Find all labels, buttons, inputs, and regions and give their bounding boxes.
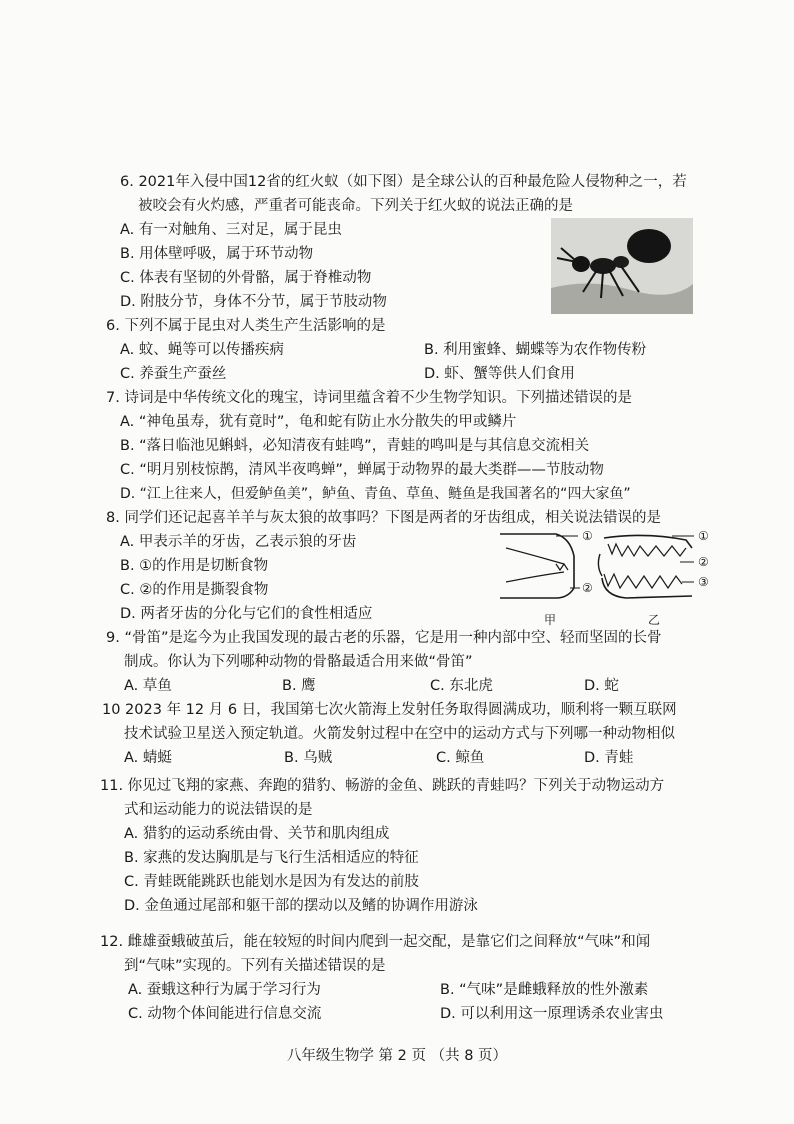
q7-option-d: D. “江上往来人，但爱鲈鱼美”，鲈鱼、青鱼、草鱼、鲢鱼是我国著名的“四大家鱼”	[120, 486, 631, 502]
q10-option-b: B. 乌贼	[284, 750, 333, 766]
teeth-diagram	[496, 526, 718, 630]
q7-option-b: B. “落日临池见蝌蚪，必知清夜有蛙鸣”，青蛙的鸣叫是与其信息交流相关	[120, 438, 590, 454]
q7-option-a: A. “神龟虽寿，犹有竟时”，龟和蛇有防止水分散失的甲或鳞片	[120, 414, 517, 430]
q10-option-c: C. 鲸鱼	[436, 750, 485, 766]
q10-stem-line1: 10 2023 年 12 月 6 日，我国第七次火箭海上发射任务取得圆满成功，顺利将一颗互联网	[102, 702, 677, 718]
q12-stem-line2: 到“气味”实现的。下列有关描述错误的是	[124, 958, 386, 974]
q9-option-b: B. 鹰	[282, 678, 316, 694]
page-footer: 八年级生物学 第 2 页 （共 8 页）	[286, 1048, 508, 1064]
q9-option-a: A. 草鱼	[124, 678, 172, 694]
q6-stem-line1: 6. 2021年入侵中国12省的红火蚁（如下图）是全球公认的百种最危险人侵物种之一，若	[120, 174, 687, 190]
label-1-a: ①	[582, 529, 593, 543]
q8-option-a: A. 甲表示羊的牙齿，乙表示狼的牙齿	[120, 534, 357, 550]
q11-stem-line1: 11. 你见过飞翔的家燕、奔跑的猎豹、畅游的金鱼、跳跃的青蛙吗？下列关于动物运动方	[100, 778, 665, 794]
q6b-option-d: D. 虾、蟹等供人们食用	[424, 366, 575, 382]
q12-option-d: D. 可以利用这一原理诱杀农业害虫	[440, 1006, 664, 1022]
q10-stem-line2: 技术试验卫星送入预定轨道。火箭发射过程中在空中的运动方式与下列哪一种动物相似	[124, 726, 675, 742]
q8-option-c: C. ②的作用是撕裂食物	[120, 582, 269, 598]
q7-stem: 7. 诗词是中华传统文化的瑰宝，诗词里蕴含着不少生物学知识。下列描述错误的是	[106, 390, 632, 406]
q8-stem: 8. 同学们还记起喜羊羊与灰太狼的故事吗？下图是两者的牙齿组成，相关说法错误的是	[106, 510, 661, 526]
q12-stem-line1: 12. 雌雄蚕蛾破茧后，能在较短的时间内爬到一起交配，是靠它们之间释放“气味”和闻	[100, 934, 651, 950]
q10-option-d: D. 青蛙	[584, 750, 634, 766]
label-yi: 乙	[648, 613, 661, 627]
q9-option-d: D. 蛇	[584, 678, 619, 694]
q11-option-c: C. 青蛙既能跳跃也能划水是因为有发达的前肢	[124, 874, 419, 890]
q12-option-c: C. 动物个体间能进行信息交流	[128, 1006, 322, 1022]
q6-option-d: D. 附肢分节，身体不分节，属于节肢动物	[120, 294, 387, 310]
q6b-option-b: B. 利用蜜蜂、蝴蝶等为农作物传粉	[424, 342, 647, 358]
q11-stem-line2: 式和运动能力的说法错误的是	[124, 802, 313, 818]
q9-stem-line1: 9. “骨笛”是迄今为止我国发现的最古老的乐器，它是用一种内部中空、轻而坚固的长骨	[106, 630, 662, 646]
q6b-stem: 6. 下列不属于昆虫对人类生产生活影响的是	[106, 318, 386, 334]
q6-option-c: C. 体表有坚韧的外骨骼，属于脊椎动物	[120, 270, 372, 286]
label-3-b: ③	[698, 575, 709, 589]
q11-option-a: A. 猎豹的运动系统由骨、关节和肌肉组成	[124, 826, 390, 842]
q6b-option-c: C. 养蚕生产蚕丝	[120, 366, 227, 382]
q6-stem-line2: 被咬会有火灼感，严重者可能丧命。下列关于红火蚁的说法正确的是	[138, 198, 573, 214]
label-1-b: ①	[698, 529, 709, 543]
q9-stem-line2: 制成。你认为下列哪种动物的骨骼最适合用来做“骨笛”	[124, 654, 473, 670]
label-2-b: ②	[698, 555, 709, 569]
fire-ant-photo	[551, 218, 693, 314]
q6-option-a: A. 有一对触角、三对足，属于昆虫	[120, 222, 342, 238]
q11-option-b: B. 家燕的发达胸肌是与飞行生活相适应的特征	[124, 850, 419, 866]
q9-option-c: C. 东北虎	[430, 678, 493, 694]
label-jia: 甲	[544, 613, 557, 627]
q12-option-b: B. “气味”是雌蛾释放的性外激素	[440, 982, 649, 998]
q7-option-c: C. “明月别枝惊鹊，清风半夜鸣蝉”，蝉属于动物界的最大类群——节肢动物	[120, 462, 604, 478]
q6-option-b: B. 用体壁呼吸，属于环节动物	[120, 246, 314, 262]
q8-option-d: D. 两者牙齿的分化与它们的食性相适应	[120, 606, 373, 622]
q6b-option-a: A. 蚊、蝇等可以传播疾病	[120, 342, 284, 358]
label-2-a: ②	[582, 581, 593, 595]
q8-option-b: B. ①的作用是切断食物	[120, 558, 269, 574]
q11-option-d: D. 金鱼通过尾部和躯干部的摆动以及鳍的协调作用游泳	[124, 898, 478, 914]
q12-option-a: A. 蚕蛾这种行为属于学习行为	[128, 982, 321, 998]
q10-option-a: A. 蜻蜓	[124, 750, 172, 766]
